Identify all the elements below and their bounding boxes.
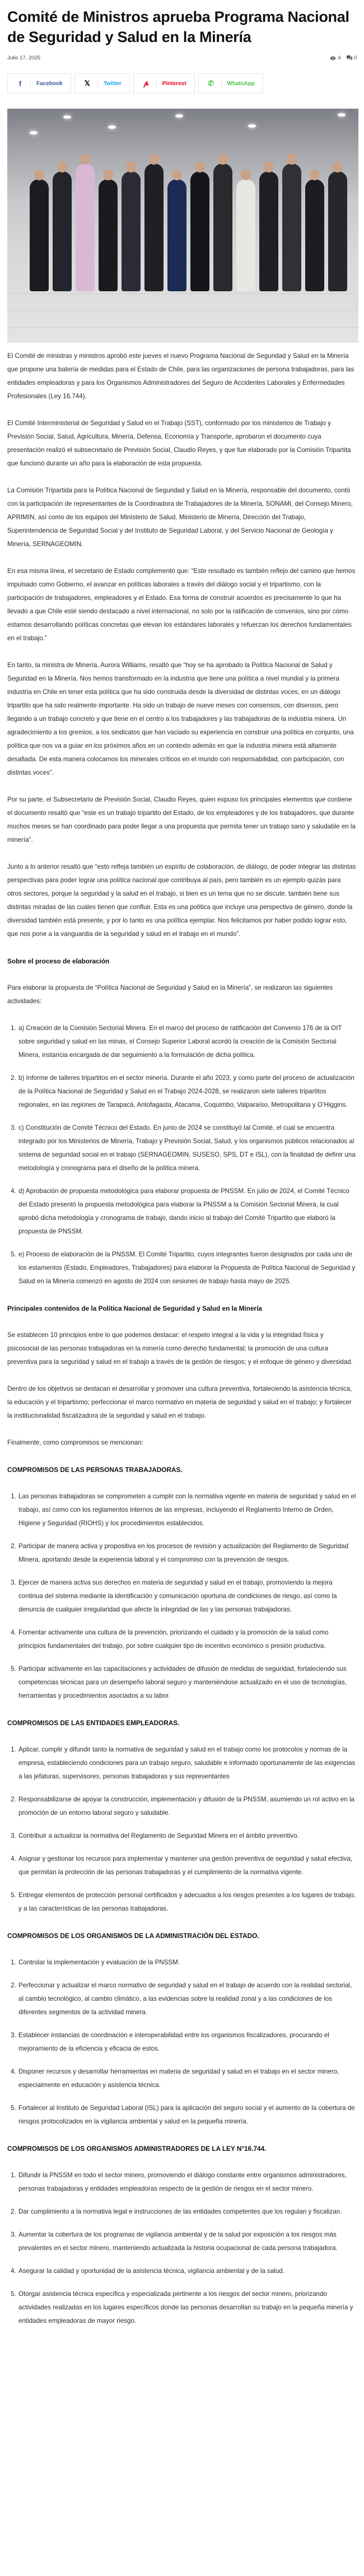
person-head xyxy=(57,161,67,173)
share-pinterest-button[interactable] xyxy=(133,73,195,94)
divider xyxy=(221,80,222,87)
person-head xyxy=(172,169,182,180)
person-figure xyxy=(236,179,255,291)
article xyxy=(0,7,364,2347)
paragraph: El Comité de ministras y ministros aprobó este jueves el nuevo Programa Nacional de Seguridad y Salud en la Minería que propone una batería de medidas para el Estado de Chile, para las organizaciones de persona trabajadoras, para las entidades empleadoras y para los Organismos Administradores del Seguro de Accidentes Laborales y Enfermedades Profesionales (Ley 16.744). xyxy=(7,352,354,400)
view-count-value: 4 xyxy=(338,55,341,61)
person-figure xyxy=(76,164,95,291)
paragraph: En esa misma línea, el secretario de Estado complementó que: “Este resultado es también reflejo del camino que hemos impulsado como Gobierno, el avanzar en políticas laborales a través del diálogo social y el tripartismo, con la participación de trabajadores, empleadores y el Estado. Esa forma de construir acuerdos es precisamente lo que ha llevado a que Chile esté siendo destacado a nivel internacional, no solo por la ratificación de convenios, sino por cómo estamos desarrollando políticas concretas que elevan los estándares laborales y refuerzan los derechos fundamentales en el trabajo.” xyxy=(7,567,356,642)
person-figure xyxy=(30,179,49,291)
whatsapp-icon: ✆ xyxy=(208,79,214,87)
floor-tile-line xyxy=(7,327,358,328)
section-heading: COMPROMISOS DE LAS PERSONAS TRABAJADORAS. xyxy=(7,1466,183,1474)
person-head xyxy=(126,161,136,173)
article-title: Comité de Ministros aprueba Programa Nacional de Seguridad y Salud en la Minería xyxy=(7,8,349,45)
list-item: 3. Establecer instancias de coordinación e interoperabilidad entre los organismos fiscalizadores, procurando el mejoramiento de la eficiencia y eficacia de estos. xyxy=(18,2029,357,2056)
person-head xyxy=(80,153,90,165)
list-item: 2. Dar cumplimiento a la normativa legal e instrucciones de las entidades competentes que los regulan y fiscalizan. xyxy=(18,2205,357,2219)
person-figure xyxy=(144,164,164,291)
list-item: 4. Asignar y gestionar los recursos para implementar y mantener una gestión preventiva de seguridad y salud efectiva, que permitan la protección de las personas trabajadoras y el cumplimiento de la normativa vigente. xyxy=(18,1852,357,1879)
list-item: 3. Contribuir a actualizar la normativa del Reglamento de Seguridad Minera en el ámbito preventivo. xyxy=(18,1829,357,1843)
ceiling-light xyxy=(30,131,38,134)
list-item: 2. Participar de manera activa y propositiva en los procesos de revisión y actualización del Reglamento de Seguridad Minera, aportando desde la experiencia laboral y el compromiso con la prevención de riesgos. xyxy=(18,1540,357,1567)
article-stats xyxy=(330,55,357,61)
numbered-list xyxy=(7,1022,357,1288)
person-figure xyxy=(167,179,186,291)
person-figure xyxy=(305,179,324,291)
list-item: 2. Responsabilizarse de apoyar la construcción, implementación y difusión de la PNSSM, asumiendo un rol activo en la promoción de un entorno laboral seguro y saludable. xyxy=(18,1793,357,1820)
list-item: 5. Entregar elementos de protección personal certificados y adecuados a los riesgos presentes a los lugares de trabajo, y a las características de las personas trabajadoras. xyxy=(18,1889,357,1916)
person-figure xyxy=(99,179,118,291)
ceiling-light xyxy=(248,124,256,128)
person-head xyxy=(34,169,44,180)
paragraph: Se establecen 10 principios entre lo que podemos destacar: el respeto integral a la vida y la integridad física y psicosocial de las personas trabajadoras en la minería como derecho fundamental; la promoción de una cultura preventiva para la seguridad y salud en el trabajo a través de la gestión de riesgos; y el enfoque de género y diversidad. xyxy=(7,1331,353,1366)
ceiling-light xyxy=(175,114,183,118)
numbered-list xyxy=(7,2169,357,2328)
list-item: 3. c) Constitución de Comité Técnico del Estado. En junio de 2024 se constituyó tal Comité, el cual se encuentra integrado por los Ministerios de Minería, Trabajo y Previsión Social, Salud, y los organismos públicos relacionados al sistema de seguridad social en el trabajo (SERNAGEOMIN, SUSESO, SPS, DT e ISL), con la finalidad de definir una metodología y cronograma para el diseño de la política minera. xyxy=(18,1121,357,1175)
person-figure xyxy=(328,171,347,291)
list-item: 4. Asegurar la calidad y oportunidad de la asistencia técnica, vigilancia ambiental y de la salud. xyxy=(18,2265,357,2278)
view-count xyxy=(330,55,340,61)
ceiling-light xyxy=(108,125,116,129)
section-heading: COMPROMISOS DE LAS ENTIDADES EMPLEADORAS. xyxy=(7,1719,180,1727)
list-item: 5. e) Proceso de elaboración de la PNSSM. El Comité Tripartito, cuyos integrantes fueron designados por cada uno de los estamentos (Estado, Empleadores, Trabajadores) para elaborar la Propuesta de Política Nacional de Seguridad y Salud en la Minería comenzó en agosto de 2024 con sesiones de trabajo hasta mayo de 2025. xyxy=(18,1248,357,1288)
list-item: 3. Ejercer de manera activa sus derechos en materia de seguridad y salud en el trabajo, promoviendo la mejora continua del sistema mediante la identificación y comunicación oportuna de condiciones de riesgo, así como la denuncia de cualquier irregularidad que afecte la integridad de las y las personas trabajadoras. xyxy=(18,1576,357,1617)
list-item: 3. Aumentar la cobertura de los programas de vigilancia ambiental y de la salud por exposición a los riesgos más prevalentes en el sector minero, manteniendo actualizada la historia ocupacional de cada persona trabajadora. xyxy=(18,2228,357,2255)
paragraph: La Comisión Tripartida para la Política Nacional de Seguridad y Salud en la Minería, responsable del documento, contó con la participación de representantes de la Coordinadora de Trabajadores de la Minería, SONAMI, del Consejo Minero, APRIMIN, así como de los equipos del Ministerio de Salud, Ministerio de Minería, Dirección del Trabajo, Superintendencia de Seguridad Social y del Instituto de Seguridad Laboral, y del Servicio Nacional de Geología y Minería, SERNAGEOMIN. xyxy=(7,487,353,548)
list-item: 5. Otorgar asistencia técnica específica y especializada pertinente a los riesgos del sector minero, priorizando actividades realizadas en los lugares específicos donde las personas desarrollan su trabajo en la pequeña minería y entidades empleadoras de mayor riesgo. xyxy=(18,2288,357,2328)
section-heading: Principales contenidos de la Política Nacional de Seguridad y Salud en la Minería xyxy=(7,1305,262,1312)
person-head xyxy=(333,161,343,173)
ceiling-light xyxy=(63,115,71,119)
person-head xyxy=(241,169,251,180)
numbered-list xyxy=(7,1956,357,2128)
list-item: 1. Aplicar, cumplir y difundir tanto la normativa de seguridad y salud en el trabajo como los protocolos y normas de la empresa, estableciendo condiciones para un trabajo seguro, saludable e informado oportunamente de las exigencias a las jefaturas, supervisores, personas trabajadoras y sus representantes xyxy=(18,1743,357,1783)
divider xyxy=(156,80,157,87)
paragraph: Junto a lo anterior resaltó que “esto refleja también un espíritu de colaboración, de diálogo, de poder integrar las distintas perspectivas para poder lograr una política nacional que contribuya al país, pero también es un ejemplo quizás para otros sectores, porque la seguridad y la salud en el trabajo, si bien es un tema que no se discute, también tiene sus distintas miradas de las cuales tienen que confluir. Esta es una política que incluye una perspectiva de género, donde la diversidad también está presente, y por lo tanto es una política ejemplar. Nos felicitamos por haber podido lograr esto, que nos pone a la vanguardia de la seguridad y salud en el trabajo en el mundo”. xyxy=(7,863,356,938)
paragraph: Por su parte, el Subsecretario de Previsión Social, Claudio Reyes, quien expuso los principales elementos que contiene el documento resaltó que “este es un trabajo tripartito del Estado, de los empleadores y de los trabajadores, que durante muchos meses se han coordinado para poder llegar a una propuesta que permita tener un trabajo sano y saludable en la minería”. xyxy=(7,796,356,844)
list-item: 4. Disponer recursos y desarrollar herramientas en materia de seguridad y salud en el trabajo en el sector minero, especialmente en educación y asistencia técnica. xyxy=(18,2065,357,2092)
section-heading: COMPROMISOS DE LOS ORGANISMOS DE LA ADMINISTRACIÓN DEL ESTADO. xyxy=(7,1932,259,1940)
article-body xyxy=(7,350,357,2328)
numbered-list xyxy=(7,1490,357,1703)
list-item: 1. Las personas trabajadoras se comprometen a cumplir con la normativa vigente en materia de seguridad y salud en el trabajo, así como con los reglamentos internos de las empresas, incluyendo el Reglamento Interno de Orden, Higiene y Seguridad (RIOHS) y los procedimientos establecidos. xyxy=(18,1490,357,1530)
article-meta xyxy=(7,55,357,61)
share-whatsapp-button[interactable] xyxy=(198,73,263,94)
paragraph: El Comité Interministerial de Seguridad y Salud en el Trabajo (SST), conformado por los ministerios de Trabajo y Previsión Social, Salud, Agricultura, Minería, Defensa, Economía y Transporte, aprobaron el documento cuya presentación realizó el subsecretario de Previsión Social, Claudio Reyes, y que fue elaborado por la Comisión Tripartita que funcionó durante un año para la elaboración de esta propuesta. xyxy=(7,420,351,467)
section-heading: COMPROMISOS DE LOS ORGANISMOS ADMINISTRADORES DE LA LEY N°16.744. xyxy=(7,2145,267,2153)
eye-icon xyxy=(330,56,336,60)
paragraph: Dentro de los objetivos se destacan el desarrollar y promover una cultura preventiva, fortaleciendo la asistencia técnica, la educación y el tripartismo; perfeccionar el marco normativo en materia de seguridad y salud en el trabajo; y fortalecer la institucionalidad fiscalizadora de la seguridad y salud en el trabajo. xyxy=(7,1385,352,1419)
person-figure xyxy=(259,171,278,291)
person-head xyxy=(287,153,297,165)
list-item: 1. Controlar la implementación y evaluación de la PNSSM. xyxy=(18,1956,357,1969)
article-photo xyxy=(7,109,358,343)
share-label: Pinterest xyxy=(162,80,186,87)
share-buttons xyxy=(7,73,357,94)
person-figure xyxy=(122,171,141,291)
person-figure xyxy=(190,171,209,291)
list-item: 1. Difundir la PNSSM en todo el sector minero, promoviendo el diálogo constante entre organismos administradores, personas trabajadoras y entidades empleadoras respecto de la gestión de riesgos en el sector minero. xyxy=(18,2169,357,2196)
divider xyxy=(30,80,31,87)
person-figure xyxy=(282,164,301,291)
list-item: 1. a) Creación de la Comisión Sectorial Minera. En el marco del proceso de ratificación del Convenio 176 de la OIT sobre seguridad y salud en las minas, el Consejo Superior Laboral acordó la creación de la Comisión Sectorial Minera, instancia encargada de dar seguimiento a la formulación de dicha política. xyxy=(18,1022,357,1062)
list-item: 4. d) Aprobación de propuesta metodológica para elaborar propuesta de PNSSM. En julio de 2024, el Comité Técnico del Estado presentó la propuesta metodológica para elaborar la PNSSM a la Comisión Sectorial Minera, la cual aprobó dicha metodología y cronograma de trabajo, dando inicio al trabajo del Comité Tripartito que elaboró la propuesta de PNSSM. xyxy=(18,1185,357,1238)
person-head xyxy=(310,169,320,180)
list-item: 2. Perfeccionar y actualizar el marco normativo de seguridad y salud en el trabajo de acuerdo con la realidad sectorial, al cambio tecnológico, al cambio climático, a las evidencias sobre la realidad zonal y a las condiciones de los diferentes segmentos de la actividad minera. xyxy=(18,1979,357,2019)
pinterest-icon: 𝓅 xyxy=(143,79,149,87)
share-facebook-button[interactable] xyxy=(7,73,71,94)
person-head xyxy=(218,153,228,165)
floor-tile-line xyxy=(7,310,358,311)
list-item: 5. Participar activamente en las capacitaciones y actividades de difusión de medidas de seguridad, fortaleciendo sus competencias técnicas para un desempeño laboral seguro y manteniéndose actualizado en el uso de tecnologías, herramientas y procedimientos asociados a su labor. xyxy=(18,1662,357,1703)
person-head xyxy=(149,153,159,165)
section-heading: Sobre el proceso de elaboración xyxy=(7,957,110,965)
list-item: 4. Fomentar activamente una cultura de la prevención, priorizando el cuidado y la promoción de la salud como principios fundamentales del trabajo, por sobre cualquier tipo de incentivo económico o presión productiva. xyxy=(18,1626,357,1653)
publish-date: Julio 17, 2025 xyxy=(7,55,41,61)
divider xyxy=(97,80,98,87)
paragraph: En tanto, la ministra de Minería, Aurora Williams, resaltó que “hoy se ha aprobado la Política Nacional de Salud y Seguridad en la Minería. Nos hemos transformado en la industria que tiene una política a nivel mundial y la primera industria en Chile en tener esta política que ha sido construida desde la diversidad de distintas voces, en un diálogo tripartito que ha sido realmente importante. Ha sido un trabajo de nueve meses con consensos, con disensos, pero llegando a un trabajo concreto y que tiene en el centro a los trabajadores y las trabajadoras de la industria minera. Un agradecimiento a los gremios, a los sindicatos que han vaciado su experiencia en construir una política en conjunto, una política que nos va a guiar en los próximos años en un contexto además en que la industria minera está altamente desafiada. De esta manera colocamos los minerales críticos en el mundo con responsabilidad, con participación, con distintas voces”. xyxy=(7,662,354,776)
list-item: 5. Fortalecer al Instituto de Seguridad Laboral (ISL) para la aplicación del seguro social y el aumento de la cobertura de riesgos protocolizados en la vigilancia ambiental y salud en la pequeña minería. xyxy=(18,2102,357,2128)
share-twitter-button[interactable] xyxy=(74,73,130,94)
person-head xyxy=(195,161,205,173)
person-figure xyxy=(213,164,232,291)
list-item: 2. b) Informe de talleres tripartitos en el sector minería. Durante el año 2023, y como parte del proceso de actualización de la Política Nacional de Seguridad y Salud en el Trabajo 2024-2028, se realizaron siete talleres tripartitos regionales, en las regiones de Tarapacá, Antofagasta, Atacama, Coquimbo, Valparaíso, Metropolitana y O’Higgins. xyxy=(18,1072,357,1112)
person-head xyxy=(103,169,113,180)
person-head xyxy=(264,161,274,173)
ceiling-light xyxy=(338,113,346,117)
paragraph: Finalmente, como compromisos se mencionan: xyxy=(7,1439,143,1446)
paragraph: Para elaborar la propuesta de “Política Nacional de Seguridad y Salud en la Minería”, se realizaron las siguientes actividades: xyxy=(7,984,333,1005)
share-label: Facebook xyxy=(36,80,63,87)
person-figure xyxy=(53,171,72,291)
comment-count-value: 0 xyxy=(353,55,357,61)
facebook-icon: f xyxy=(18,79,22,88)
share-label: Twitter xyxy=(103,80,122,87)
numbered-list xyxy=(7,1743,357,1916)
share-label: WhatsApp xyxy=(227,80,255,87)
comment-count[interactable] xyxy=(347,55,357,61)
x-icon: 𝕏 xyxy=(84,79,90,87)
comment-icon xyxy=(347,55,352,60)
